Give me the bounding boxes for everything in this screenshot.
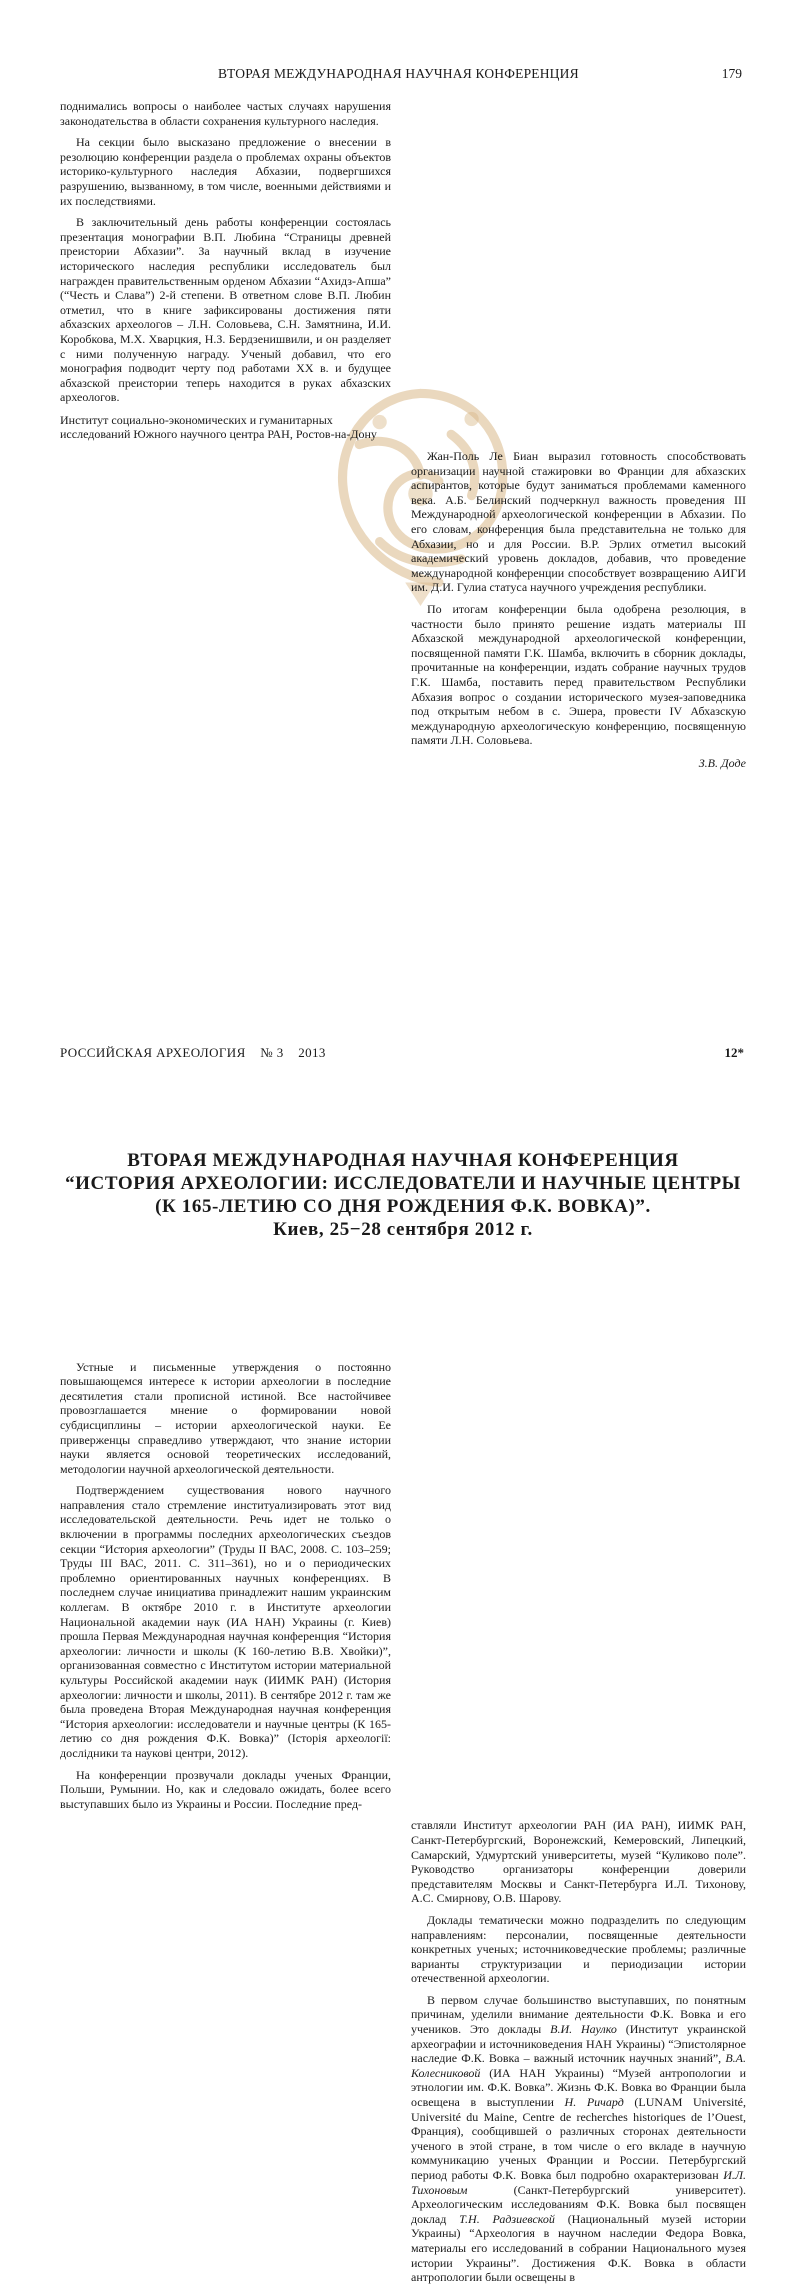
text-run: В первом случае большинство выступавших, по понятным причинам, уделили внимание деятельности Ф.К. Вовка и его учеников. Это доклады [411, 1992, 746, 2037]
place-date: Киев, 25−28 сентября 2012 г. [273, 1218, 533, 1240]
previous-article-left-column [60, 99, 391, 442]
author-name: И.Л. Тихоновым [411, 2168, 746, 2197]
page-footer [60, 1045, 746, 1061]
author-name: В.И. Наулко [550, 2022, 617, 2037]
paragraph: Жан-Поль Ле Биан выразил готовность способствовать организации научной стажировки во Франции для абхазских аспирантов, которые будут заниматься проблемами каменного века. А.Б. Белинский подчеркнул важность проведения III Международной археологической конференции в Абхазии. По его словам, конференция была представительна не только для Абхазии, но и для России. В.Р. Эрлих отметил высокий академический уровень докладов, добавив, что проведение международной конференции способствует возвращению АИГИ им. Д.И. Гулиа статуса научного учреждения республики. [411, 449, 746, 595]
journal-name: РОССИЙСКАЯ АРХЕОЛОГИЯ № 3 2013 [60, 1045, 326, 1060]
author-signature: З.В. Доде [698, 755, 746, 770]
article-left-column [60, 1360, 391, 1812]
paragraph: поднимались вопросы о наиболее частых случаях нарушения законодательства в области сохранения культурного наследия. [60, 99, 391, 128]
running-title: ВТОРАЯ МЕЖДУНАРОДНАЯ НАУЧНАЯ КОНФЕРЕНЦИЯ [218, 66, 579, 81]
text-run: (Национальный музей истории Украины) “Археология в научном наследии Федора Вовка, материалы его исследований в собрании Национального музея истории Украины”. Достижения Ф.К. Вовка в области антропологии были освещены в [411, 2211, 746, 2285]
paragraph: ставляли Институт археологии РАН (ИА РАН), ИИМК РАН, Санкт-Петербургский, Воронежский, Кемеровский, Липецкий, Самарский, Удмуртский университеты, музей “Куликово поле”. Руководство организаторы конференции доверили представителям Москвы и Санкт-Петербурга И.Л. Тихонову, А.С. Смирнову, О.В. Шарову. [411, 1818, 746, 1906]
paragraph: На конференции прозвучали доклады ученых Франции, Польши, Румынии. Но, как и следовало ожидать, более всего выступавших было из Украины и России. Последние пред- [60, 1767, 391, 1811]
paragraph: В заключительный день работы конференции состоялась презентация монографии В.П. Любина “Страницы древней преистории Абхазии”. За научный вклад в изучение исторического наследия республики исследователь был награжден правительственным орденом Абхазии “Ахидз-Апша” (“Честь и Слава”) 2-й степени. В ответном слове В.П. Любин отметил, что в книге зафиксированы достижения пяти абхазских археологов – Л.Н. Соловьева, С.Н. Замятнина, И.И. Коробкова, М.Х. Хварцкия, Н.З. Бердзенишвили, и он разделяет с ними полученную награду. Ученый добавил, что его монография подводит черту под работами XX в. и будущее абхазской преистории теперь находится в руках абхазских археологов. [60, 215, 391, 405]
author-name: Т.Н. Радзиевской [459, 2211, 555, 2226]
author-name: Н. Ричард [564, 2095, 624, 2110]
text-run: (Институт украинской археографии и источниковедения НАН Украины) “Эпистолярное наследие Ф.К. Вовка – важный источник научных знаний”, [411, 2022, 746, 2066]
text-run: (Санкт-Петербургский университет). Археологическим исследованиям Ф.К. Вовка был посвящен доклад [411, 2182, 746, 2226]
paragraph: Устные и письменные утверждения о постоянно повышающемся интересе к истории археологии в последние десятилетия стали прописной истиной. Все настойчивее провозглашается мнение о формировании новой субдисциплины – истории археологической науки. Ее приверженцы справедливо утверждают, что знание истории науки является основой теоретических исследований, методологии научной археологической деятельности. [60, 1359, 391, 1476]
author-name: В.А. Колесниковой [411, 2051, 746, 2080]
text-run: (LUNAM Université, Université du Maine, Centre de recherches historiques de l’Ouest, Франция), сообщившей о различных сторонах деятельности ученого в этой стране, в том числе о его вкладе в научную коммуникацию ученых Франции и России. Петербургский период работы Ф.К. Вовка был подробно охарактеризован [411, 2095, 746, 2182]
paragraph: Доклады тематически можно подразделить по следующим направлениям: персоналии, посвященные деятельности конкретных ученых; источниковедческие проблемы; различные варианты структуризации и периодизации истории отечественной археологии. [411, 1912, 746, 1986]
paragraph: По итогам конференции была одобрена резолюция, в частности было принято решение издать материалы III Абхазской международной археологической конференции, посвященной памяти Г.К. Шамба, включить в сборник доклады, прочитанные на конференции, издать собрание научных трудов Г.К. Шамба, поставить перед правительством Республики Абхазия вопрос о создании исторического музея-заповедника под открытым небом в с. Эшера, провести IV Абхазскую международную археологическую конференцию, посвященную памяти Л.Н. Соловьева. [411, 602, 746, 748]
previous-article-right-column [411, 449, 746, 770]
author-affiliation [60, 413, 391, 442]
page-number: 179 [721, 66, 742, 81]
article-title [60, 1149, 746, 1241]
paragraph: Подтверждением существования нового научного направления стало стремление институализировать этот вид исследовательской деятельности. Речь идет не только о включении в программы последних археологических съездов секции “История археологии” (Труды II ВАС, 2008. С. 103–259; Труды III ВАС, 2011. С. 311–361), но и о периодических проблемно ориентированных научных конференциях. В последнем случае инициатива принадлежит нашим украинским коллегам. В октябре 2010 г. в Институте археологии Национальной академии наук (ИА НАН) Украины (г. Киев) прошла Первая Международная научная конференция “История археологии: личности и школы (К 160-летию В.В. Хвойки)”, организованная совместно с Институтом истории материальной культуры Российской академии наук (ИИМК РАН) (История археологии: личности и школы, 2011). В сентябре 2012 г. там же была проведена Вторая Международная научная конференция “История археологии: исследователи и научные центры (К 165-летию со дня рождения Ф.К. Вовка)” (Історія археології: дослідники та наукові центри, 2012). [60, 1483, 391, 1760]
paragraph: На секции было высказано предложение о внесении в резолюцию конференции раздела о проблемах охраны объектов историко-культурного наследия Абхазии, подвергшихся разрушению, вызванному, в том числе, военными действиями и их последствиями. [60, 135, 391, 208]
title-line: “ИСТОРИЯ АРХЕОЛОГИИ: ИССЛЕДОВАТЕЛИ И НАУЧНЫЕ ЦЕНТРЫ [65, 1172, 741, 1194]
page-header [60, 66, 746, 82]
paragraph [411, 1993, 746, 2285]
affiliation-line: исследований Южного научного центра РАН, Ростов-на-Дону [60, 427, 377, 442]
article-right-column [411, 1818, 746, 2284]
signature-mark: 12* [724, 1045, 744, 1060]
title-line: ВТОРАЯ МЕЖДУНАРОДНАЯ НАУЧНАЯ КОНФЕРЕНЦИЯ [127, 1149, 679, 1171]
title-line: (К 165-ЛЕТИЮ СО ДНЯ РОЖДЕНИЯ Ф.К. ВОВКА)”. [155, 1195, 651, 1217]
affiliation-line: Институт социально-экономических и гуманитарных [60, 412, 333, 427]
text-run: (ИА НАН Украины) “Музей антропологии и этнологии им. Ф.К. Вовка”. Жизнь Ф.К. Вовка во Франции была освещена в выступлении [411, 2065, 746, 2110]
